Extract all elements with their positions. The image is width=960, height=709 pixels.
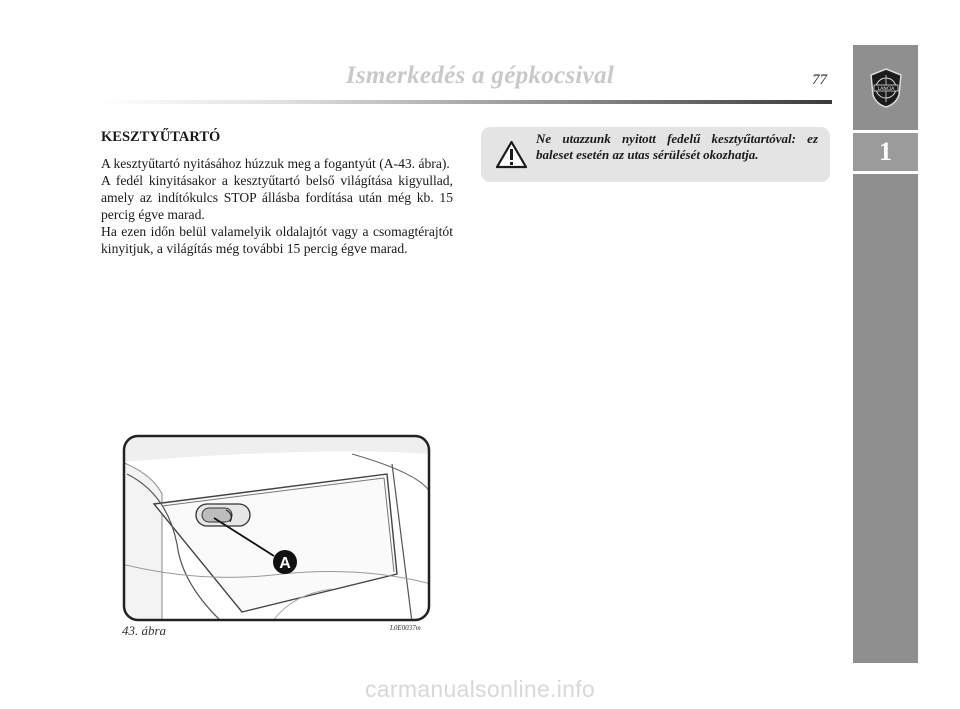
paragraph: Ha ezen időn belül valamelyik oldalajtót vagy a csomagtérajtót kinyitjuk, a világítás még további 15 percig égve marad. <box>101 224 453 256</box>
side-tab-strip <box>853 174 918 663</box>
paragraph: A fedél kinyitásakor a kesztyűtartó belső világítása kigyullad, amely az indítókulcs STOP állásba fordítása után még kb. 15 percig égve marad. <box>101 173 453 222</box>
side-tab-logo <box>853 45 918 130</box>
page-number: 77 <box>812 72 827 88</box>
figure-code: L0E0037m <box>390 624 421 632</box>
callout-label: A <box>279 555 291 572</box>
header-rule <box>100 100 832 104</box>
warning-box <box>481 127 830 182</box>
watermark: carmanualsonline.info <box>364 676 596 702</box>
chapter-tab: 1 <box>853 133 918 171</box>
warning-triangle-icon <box>495 140 528 169</box>
paragraph: A kesztyűtartó nyitásához húzzuk meg a fogantyút (A-43. ábra). <box>101 156 450 171</box>
page-title: Ismerkedés a gépkocsival <box>345 62 615 89</box>
section-body <box>101 155 453 257</box>
glovebox-illustration <box>122 434 431 622</box>
warning-text: Ne utazzunk nyitott fedelű kesztyűtartóval: ez baleset esetén az utas sérülését okozhatja. <box>536 131 818 162</box>
figure-caption: 43. ábra <box>122 623 167 638</box>
section-heading: KESZTYŰTARTÓ <box>101 129 221 145</box>
lancia-logo-icon <box>868 67 904 109</box>
lancia-logo-text: LANCIA <box>877 87 895 92</box>
